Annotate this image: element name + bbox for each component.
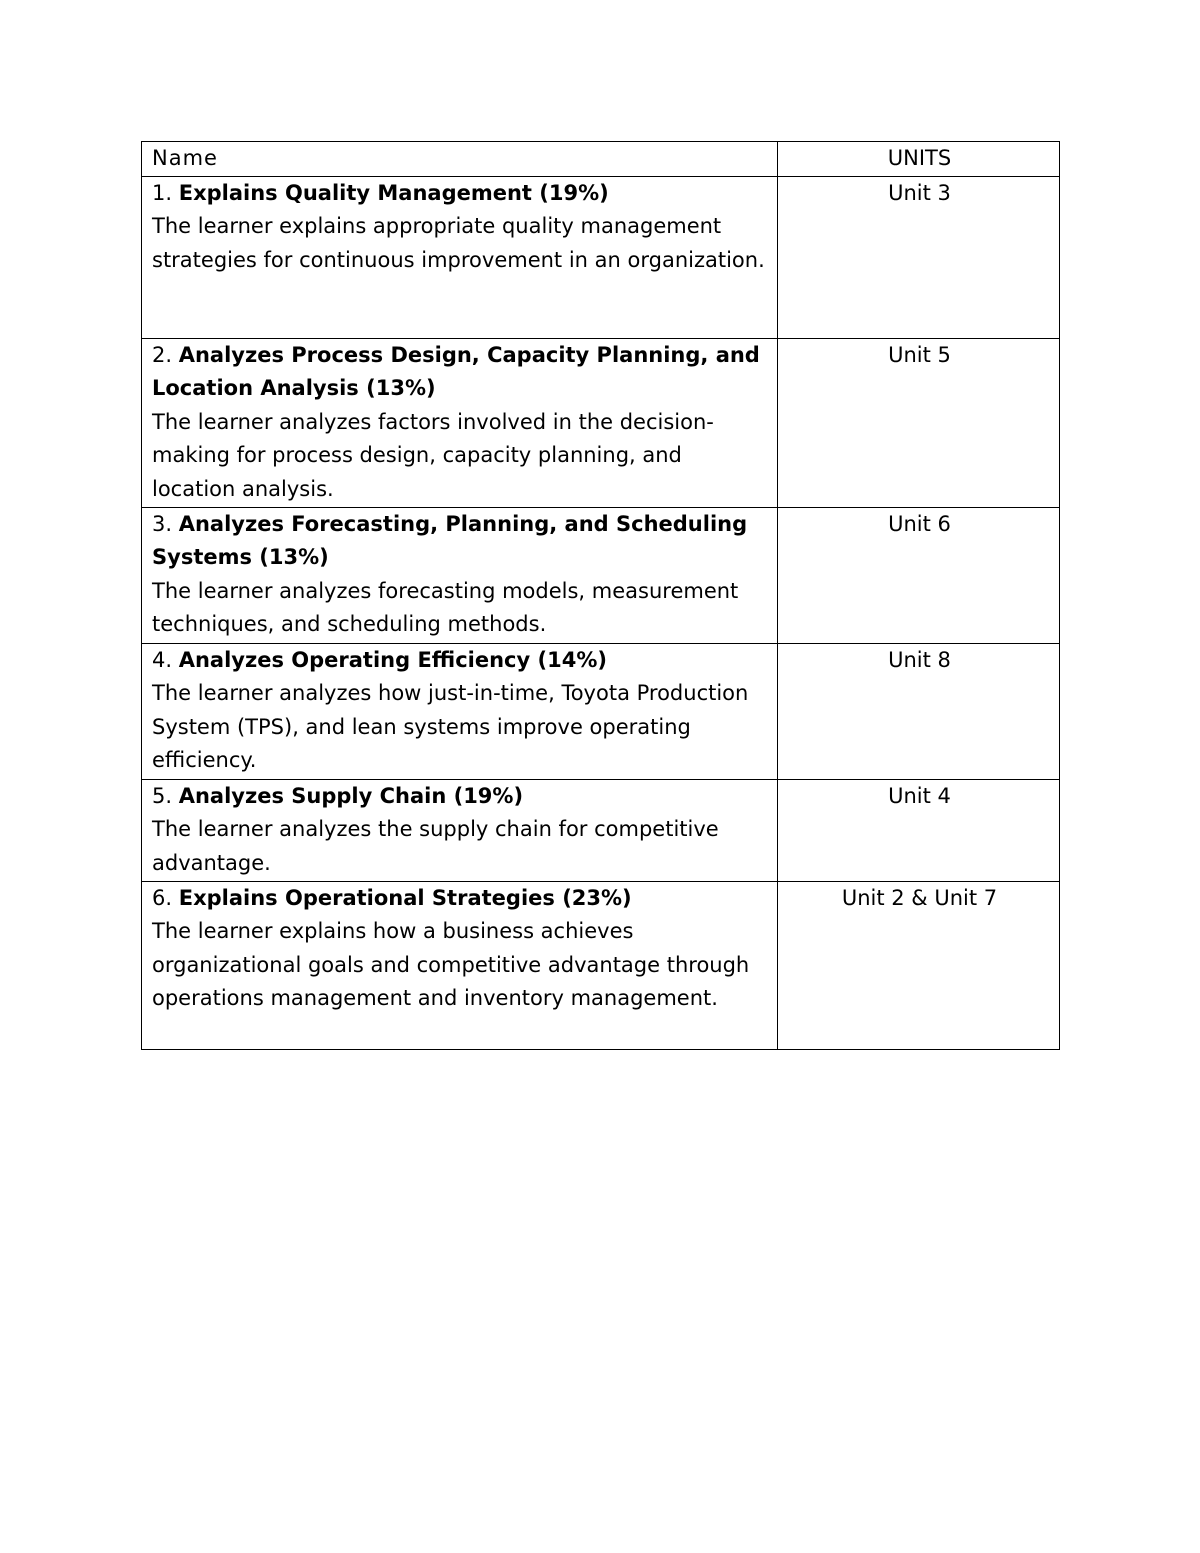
table-row: [142, 507, 1060, 643]
table-row: [142, 643, 1060, 779]
unit-cell: Unit 6: [778, 507, 1060, 643]
unit-cell: Unit 3: [778, 176, 1060, 338]
outcome-description: The learner analyzes the supply chain for competitive advantage.: [152, 817, 719, 875]
outcome-title: Analyzes Forecasting, Planning, and Scheduling Systems (13%): [152, 511, 748, 570]
outcome-title: Explains Quality Management (19%): [178, 180, 609, 205]
outcome-title: Analyzes Operating Efficiency (14%): [178, 647, 607, 672]
unit-cell: Unit 5: [778, 338, 1060, 507]
outcome-title: Explains Operational Strategies (23%): [178, 885, 632, 910]
header-name: Name: [142, 142, 778, 177]
outcome-number: 4.: [152, 647, 173, 672]
outcome-number: 2.: [152, 342, 173, 367]
outcome-description: The learner analyzes forecasting models, measurement techniques, and scheduling methods.: [152, 578, 739, 637]
outcome-number: 1.: [152, 180, 173, 205]
outcome-description: The learner analyzes factors involved in the decision-making for process design, capacity planning, and location analysis.: [152, 409, 714, 501]
outcome-number: 6.: [152, 885, 173, 910]
outcome-description: The learner explains appropriate quality management strategies for continuous improvement in an organization.: [152, 214, 765, 272]
outcome-title: Analyzes Process Design, Capacity Planning, and Location Analysis (13%): [152, 342, 760, 401]
table-header-row: [142, 142, 1060, 177]
outcomes-table: [141, 141, 1060, 1050]
outcome-description: The learner explains how a business achieves organizational goals and competitive advantage through operations management and inventory management.: [152, 919, 750, 1011]
outcome-title: Analyzes Supply Chain (19%): [178, 783, 524, 808]
unit-cell: Unit 2 & Unit 7: [778, 881, 1060, 1049]
outcome-cell: [142, 779, 778, 881]
outcome-cell: [142, 881, 778, 1049]
unit-cell: Unit 4: [778, 779, 1060, 881]
table-row: [142, 176, 1060, 338]
outcome-number: 3.: [152, 511, 173, 536]
outcome-number: 5.: [152, 783, 173, 808]
outcome-description: The learner analyzes how just-in-time, Toyota Production System (TPS), and lean systems improve operating efficiency.: [152, 681, 749, 773]
table-row: [142, 779, 1060, 881]
outcome-cell: [142, 338, 778, 507]
outcome-cell: [142, 643, 778, 779]
table-row: [142, 881, 1060, 1049]
table-row: [142, 338, 1060, 507]
header-units: UNITS: [778, 142, 1060, 177]
outcome-cell: [142, 507, 778, 643]
unit-cell: Unit 8: [778, 643, 1060, 779]
outcome-cell: [142, 176, 778, 338]
